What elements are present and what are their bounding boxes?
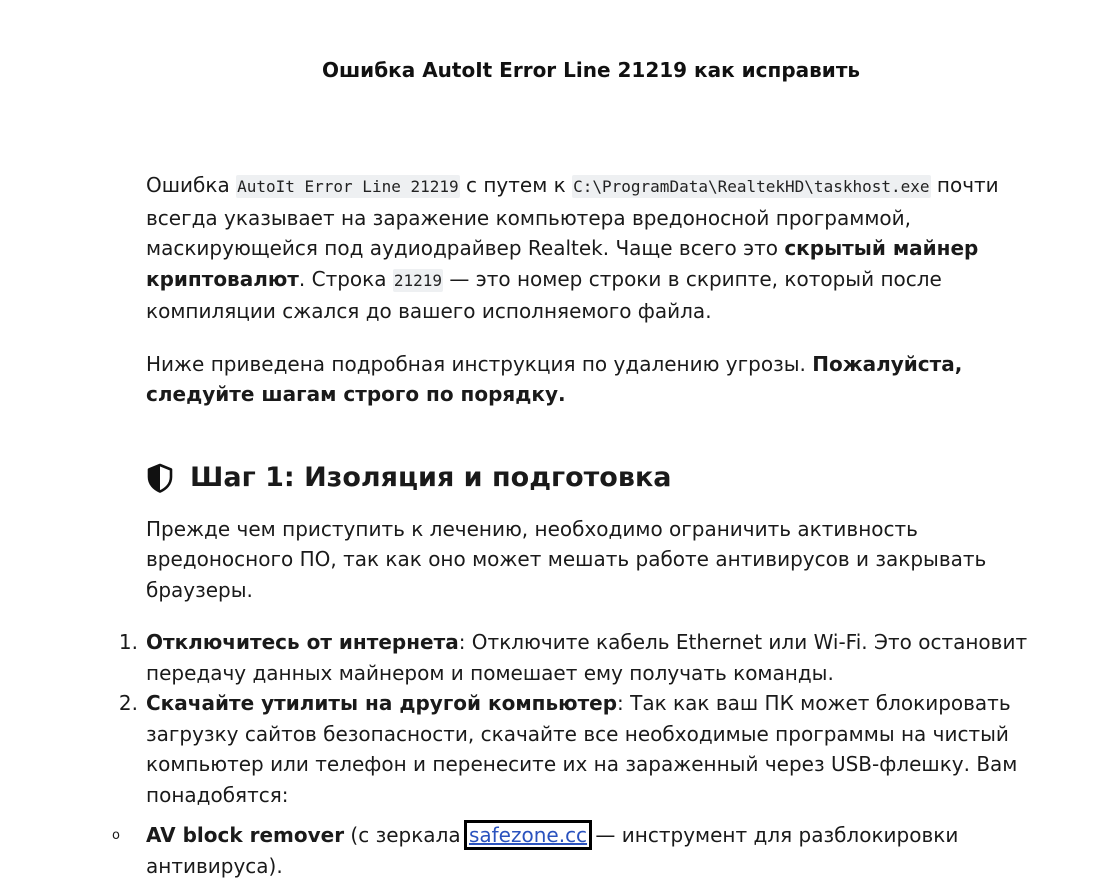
steps-list [118, 627, 1041, 810]
list-number: 1. [118, 630, 138, 654]
instruction-paragraph [146, 349, 1041, 410]
page-title: Ошибка AutoIt Error Line 21219 как исправить [321, 58, 861, 82]
safezone-link[interactable]: safezone.cc [468, 823, 588, 847]
error-code: AutoIt Error Line 21219 [237, 177, 459, 196]
step1-heading-text: Шаг 1: Изоляция и подготовка [190, 461, 672, 493]
instruction-bold: Пожалуйста, следуйте шагам строго по порядку. [146, 351, 963, 406]
shield-icon [146, 463, 174, 493]
list-item [118, 627, 1041, 688]
intro-paragraph [146, 170, 1041, 327]
bullet-marker: o [112, 828, 120, 843]
tool-text-2: — инструмент для разблокировки антивируса). [146, 823, 959, 878]
list-number: 2. [118, 691, 138, 715]
intro-text-5: — это номер строки в скрипте, который после компиляции сжался до вашего исполняемого файла. [146, 266, 942, 323]
article-body [112, 170, 1041, 881]
intro-text-4: . Строка [298, 266, 393, 291]
tool-text-1: (с зеркала [344, 823, 467, 847]
tool-name: AV block remover [146, 823, 345, 847]
intro-bold: скрытый майнер криптовалют [146, 236, 979, 291]
tool-item [112, 820, 1041, 881]
line-number-code: 21219 [393, 270, 443, 290]
list-item [118, 688, 1041, 810]
intro-text-1: Ошибка [146, 173, 237, 197]
tools-list [112, 820, 1041, 881]
instruction-text: Ниже приведена подробная инструкция по удалению угрозы. [146, 351, 813, 376]
intro-text-3: почти всегда указывает на заражение компьютера вредоносной программой, маскирующейся под аудиодрайвер Realtek. Чаще всего это [146, 173, 999, 260]
list-item-bold: Отключитесь от интернета [146, 630, 459, 654]
intro-text-2: с путем к [459, 173, 573, 197]
step1-heading [146, 460, 1041, 496]
malware-path: C:\ProgramData\RealtekHD\taskhost.exe [573, 177, 930, 196]
list-item-text: : Так как ваш ПК может блокировать загрузку сайтов безопасности, скачайте все необходимые программы на чистый компьютер или телефон и перенесите их на зараженный через USB-флешку. Вам понадобятся: [146, 691, 1018, 807]
step1-description: Прежде чем приступить к лечению, необходимо ограничить активность вредоносного ПО, так как оно может мешать работе антивирусов и закрывать браузеры. [146, 516, 987, 602]
list-item-bold: Скачайте утилиты на другой компьютер [146, 691, 618, 715]
list-item-text: : Отключите кабель Ethernet или Wi-Fi. Это остановит передачу данных майнером и помешает ему получать команды. [146, 630, 1028, 685]
